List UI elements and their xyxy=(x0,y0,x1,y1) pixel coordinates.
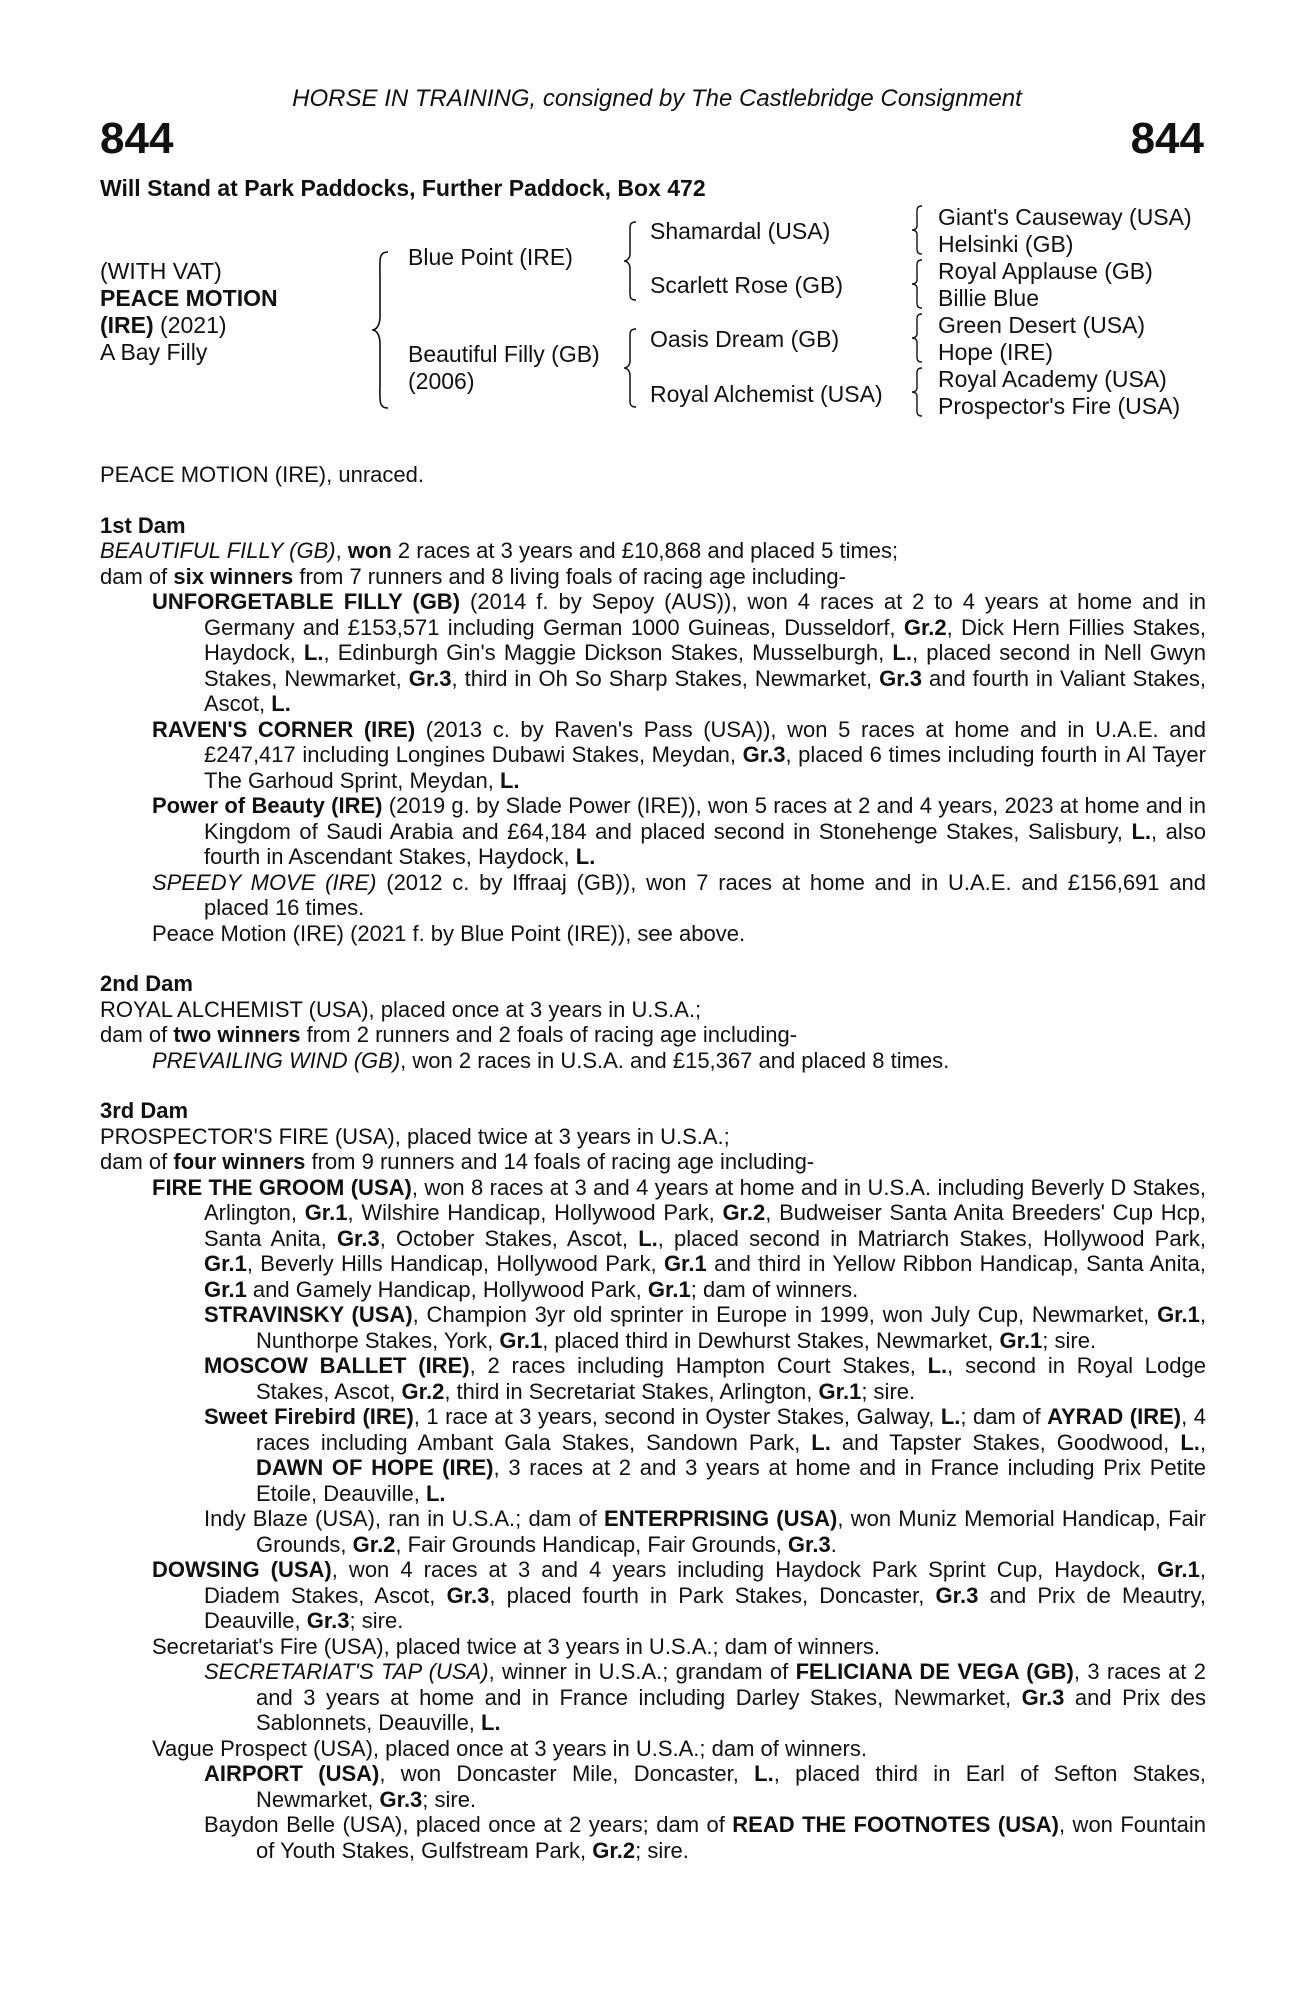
horse-description: A Bay Filly xyxy=(100,339,208,365)
horse-name: PEACE MOTION xyxy=(100,285,278,311)
produce-stravinsky: STRAVINSKY (USA), Champion 3yr old sprinter in Europe in 1999, won July Cup, Newmarket, Gr.1, Nunthorpe Stakes, York, Gr.1, placed third in Dewhurst Stakes, Newmarket, Gr.1; sire. xyxy=(204,1302,1206,1353)
second-dam-produce: dam of two winners from 2 runners and 2 foals of racing age including- xyxy=(100,1022,798,1047)
produce-baydon-belle: Baydon Belle (USA), placed once at 2 years; dam of READ THE FOOTNOTES (USA), won Fountain of Youth Stakes, Gulfstream Park, Gr.2; sire. xyxy=(204,1812,1206,1863)
first-dam-heading: 1st Dam xyxy=(100,512,186,538)
vat-label: (WITH VAT) xyxy=(100,258,222,284)
produce-ravens-corner: RAVEN'S CORNER (IRE) (2013 c. by Raven's Pass (USA)), won 5 races at home and in U.A.E. and £247,417 including Longines Dubawi Stakes, Meydan, Gr.3, placed 6 times including fourth in Al Tayer The Garhoud Sprint, Meydan, L. xyxy=(152,716,1206,793)
stand-location: Will Stand at Park Paddocks, Further Paddock, Box 472 xyxy=(100,175,706,201)
produce-airport: AIRPORT (USA), won Doncaster Mile, Doncaster, L., placed third in Earl of Sefton Stakes, Newmarket, Gr.3; sire. xyxy=(204,1761,1206,1812)
produce-secretariats-tap: SECRETARIAT'S TAP (USA), winner in U.S.A.; grandam of FELICIANA DE VEGA (GB), 3 races at 2 and 3 years at home and in France including Darley Stakes, Newmarket, Gr.3 and Prix des Sablonnets, Deauville, L. xyxy=(204,1659,1206,1735)
produce-prevailing-wind: PREVAILING WIND (GB), won 2 races in U.S.A. and £15,367 and placed 8 times. xyxy=(152,1047,950,1073)
produce-indy-blaze: Indy Blaze (USA), ran in U.S.A.; dam of ENTERPRISING (USA), won Muniz Memorial Handicap, Fair Grounds, Gr.2, Fair Grounds Handicap, Fair Grounds, Gr.3. xyxy=(204,1506,1206,1557)
catalogue-header: HORSE IN TRAINING, consigned by The Castlebridge Consignment xyxy=(292,85,1022,112)
produce-moscow-ballet: MOSCOW BALLET (IRE), 2 races including Hampton Court Stakes, L., second in Royal Lodge Stakes, Ascot, Gr.2, third in Secretariat Stakes, Arlington, Gr.1; sire. xyxy=(204,1353,1206,1404)
produce-power-of-beauty: Power of Beauty (IRE) (2019 g. by Slade Power (IRE)), won 5 races at 2 and 4 years, 2023 at home and in Kingdom of Saudi Arabia and £64,184 and placed second in Stonehenge Stakes, Salisbury, L., also fourth in Ascendant Stakes, Haydock, L. xyxy=(152,793,1206,869)
granddam-line-4: Billie Blue xyxy=(938,285,1039,311)
granddam-line-1: Giant's Causeway (USA) xyxy=(938,204,1192,230)
g-brace-3 xyxy=(910,312,924,364)
main-brace xyxy=(370,250,390,410)
dam-brace xyxy=(622,327,638,409)
race-record: PEACE MOTION (IRE), unraced. xyxy=(100,462,424,487)
second-dam-summary: ROYAL ALCHEMIST (USA), placed once at 3 years in U.S.A.; xyxy=(100,996,702,1022)
sire: Blue Point (IRE) xyxy=(408,244,573,270)
granddam-line-7: Royal Academy (USA) xyxy=(938,366,1167,392)
first-dam-produce: dam of six winners from 7 runners and 8 living foals of racing age including- xyxy=(100,563,846,589)
granddam-line-8: Prospector's Fire (USA) xyxy=(938,393,1181,419)
sire-brace xyxy=(622,220,638,302)
third-dam-heading: 3rd Dam xyxy=(100,1098,189,1123)
granddam-line-3: Royal Applause (GB) xyxy=(938,258,1153,284)
produce-secretariats-fire: Secretariat's Fire (USA), placed twice at 3 years in U.S.A.; dam of winners. xyxy=(152,1633,881,1659)
produce-unforgetable-filly: UNFORGETABLE FILLY (GB) (2014 f. by Sepoy (AUS)), won 4 races at 2 to 4 years at home and in Germany and £153,571 including German 1000 Guineas, Dusseldorf, Gr.2, Dick Hern Fillies Stakes, Haydock, L., Edinburgh Gin's Maggie Dickson Stakes, Musselburgh, L., placed second in Nell Gwyn Stakes, Newmarket, Gr.3, third in Oh So Sharp Stakes, Newmarket, Gr.3 and fourth in Valiant Stakes, Ascot, L. xyxy=(152,589,1207,716)
granddam-line-6: Hope (IRE) xyxy=(938,339,1054,365)
third-dam-produce: dam of four winners from 9 runners and 14 foals of racing age including- xyxy=(100,1149,815,1174)
granddam-line-2: Helsinki (GB) xyxy=(938,231,1074,257)
produce-fire-the-groom: FIRE THE GROOM (USA), won 8 races at 3 and 4 years at home and in U.S.A. including Beverly D Stakes, Arlington, Gr.1, Wilshire Handicap, Hollywood Park, Gr.2, Budweiser Santa Anita Breeders' Cup Hcp, Santa Anita, Gr.3, October Stakes, Ascot, L., placed second in Matriarch Stakes, Hollywood Park, Gr.1, Beverly Hills Handicap, Hollywood Park, Gr.1 and third in Yellow Ribbon Handicap, Santa Anita, Gr.1 and Gamely Handicap, Hollywood Park, Gr.1; dam of winners. xyxy=(152,1174,1207,1302)
g-brace-2 xyxy=(910,258,924,310)
third-dam-summary: PROSPECTOR'S FIRE (USA), placed twice at 3 years in U.S.A.; xyxy=(100,1123,730,1149)
produce-sweet-firebird: Sweet Firebird (IRE), 1 race at 3 years, second in Oyster Stakes, Galway, L.; dam of AYRAD (IRE), 4 races including Ambant Gala Stakes, Sandown Park, L. and Tapster Stakes, Goodwood, L., DAWN OF HOPE (IRE), 3 races at 2 and 3 years at home and in France including Prix Petite Etoile, Deauville, L. xyxy=(204,1404,1206,1506)
produce-vague-prospect: Vague Prospect (USA), placed once at 3 years in U.S.A.; dam of winners. xyxy=(152,1735,867,1761)
pedigree-table xyxy=(0,0,1314,440)
sire-sire: Shamardal (USA) xyxy=(650,218,831,244)
sire-dam: Scarlett Rose (GB) xyxy=(650,272,843,298)
second-dam-heading: 2nd Dam xyxy=(100,971,193,996)
lot-number-left: 844 xyxy=(100,114,174,163)
catalogue-body xyxy=(100,462,1206,1863)
produce-peace-motion: Peace Motion (IRE) (2021 f. by Blue Point (IRE)), see above. xyxy=(152,920,746,946)
g-brace-1 xyxy=(910,204,924,256)
lot-number-right: 844 xyxy=(1130,114,1204,163)
dam: Beautiful Filly (GB) xyxy=(408,341,600,367)
horse-name-suffix: (IRE) (2021) xyxy=(100,312,227,338)
first-dam-summary: BEAUTIFUL FILLY (GB), won 2 races at 3 years and £10,868 and placed 5 times; xyxy=(100,538,899,563)
produce-dowsing: DOWSING (USA), won 4 races at 3 and 4 years including Haydock Park Sprint Cup, Haydock, Gr.1, Diadem Stakes, Ascot, Gr.3, placed fourth in Park Stakes, Doncaster, Gr.3 and Prix de Meautry, Deauville, Gr.3; sire. xyxy=(152,1557,1206,1633)
dam-sire: Oasis Dream (GB) xyxy=(650,326,840,352)
dam-year: (2006) xyxy=(408,368,475,394)
dam-dam: Royal Alchemist (USA) xyxy=(650,381,883,407)
produce-speedy-move: SPEEDY MOVE (IRE) (2012 c. by Iffraaj (GB)), won 7 races at home and in U.A.E. and £156,691 and placed 16 times. xyxy=(152,869,1206,920)
granddam-line-5: Green Desert (USA) xyxy=(938,312,1146,338)
g-brace-4 xyxy=(910,366,924,418)
